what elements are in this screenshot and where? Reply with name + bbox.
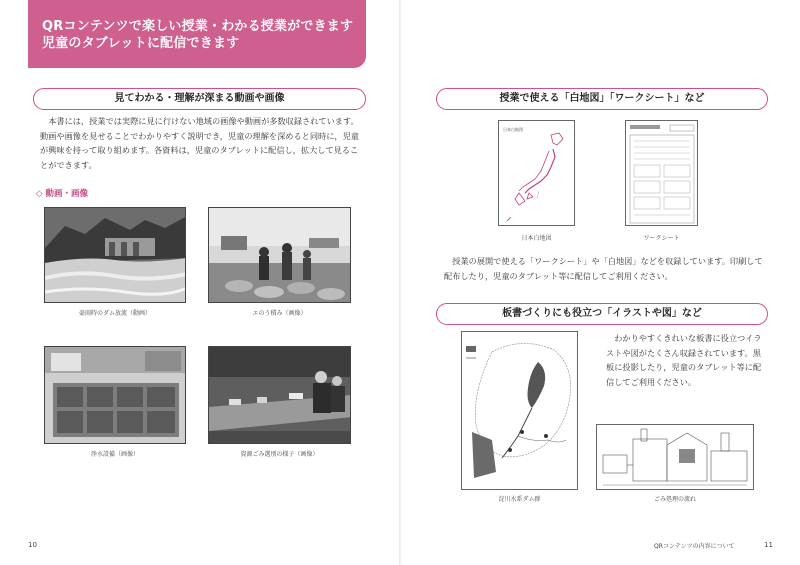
dam-system-map-image — [462, 332, 578, 490]
figure-waste-flow — [596, 424, 754, 490]
caption-sandbags: エのう積み（画像） — [252, 310, 307, 317]
japan-map-image — [499, 121, 575, 226]
photo-dam-discharge — [44, 207, 186, 303]
intro-text — [40, 114, 366, 172]
caption-dam-discharge: 豪雨時のダム放流（動画） — [78, 310, 151, 317]
banner-title-line2: 児童のタブレットに配信できます — [42, 36, 240, 51]
caption-water-purification: 浄水設備（画像） — [90, 451, 139, 458]
photo-recycling-sorting — [208, 346, 351, 444]
water-purification-image — [45, 347, 186, 444]
caption-recycling-sorting: 資源ごみ選別の様子（画像） — [240, 451, 319, 458]
page-number-left: 10 — [28, 541, 37, 549]
figure-dam-system-map — [461, 331, 578, 490]
sandbags-image — [209, 208, 351, 303]
svg-text:日本白地図: 日本白地図 — [503, 127, 523, 132]
worksheet-text — [444, 254, 768, 283]
worksheet-image — [626, 121, 698, 226]
illustration-paragraph: わかりやすくきれいな板書に役立つイラストや図がたくさん収録されています。黒板に投影したり，児童のタブレット等に配信してご利用ください。 — [606, 333, 762, 387]
dam-discharge-image — [45, 208, 186, 303]
caption-worksheet: ワークシート — [643, 235, 680, 242]
caption-japan-map: 日本白地図 — [521, 235, 552, 242]
waste-flow-image — [597, 425, 754, 490]
figure-japan-map — [498, 120, 575, 226]
worksheet-paragraph: 授業の展開で使える「ワークシート」や「白地図」などを収録しています。印刷して配布したり，児童のタブレット等に配信してご利用ください。 — [444, 256, 763, 281]
photo-water-purification — [44, 346, 186, 444]
page-number-right: 11 — [764, 541, 773, 549]
page-gutter — [399, 0, 401, 565]
section-heading-worksheets: 授業で使える「白地図」「ワークシート」など — [436, 88, 768, 110]
caption-waste-flow: ごみ処理の流れ — [653, 496, 696, 503]
subheading-media: ◇ 動画・画像 — [36, 189, 88, 199]
intro-paragraph: 本書には，授業では実際に見に行けない地域の画像や動画が多数収録されています。動画や画像を見せることでわかりやすく説明でき，児童の理解を深めると同時に，児童が興味を持って取り組めます。各資料は，児童のタブレットに配信し，拡大して見ることができます。 — [40, 116, 359, 170]
footer-section-note: QRコンテンツの内容について — [654, 543, 735, 550]
figure-worksheet — [625, 120, 698, 226]
banner-title-line1: QRコンテンツで楽しい授業・わかる授業ができます — [42, 19, 354, 34]
photo-sandbags — [208, 207, 351, 303]
section-heading-videos: 見てわかる・理解が深まる動画や画像 — [33, 88, 366, 110]
caption-dam-system-map: 淀川水系ダム群 — [498, 496, 541, 503]
title-banner — [28, 0, 366, 68]
recycling-sorting-image — [209, 347, 351, 444]
illustration-text — [606, 331, 768, 389]
section-heading-illustrations: 板書づくりにも役立つ「イラストや図」など — [436, 303, 768, 325]
